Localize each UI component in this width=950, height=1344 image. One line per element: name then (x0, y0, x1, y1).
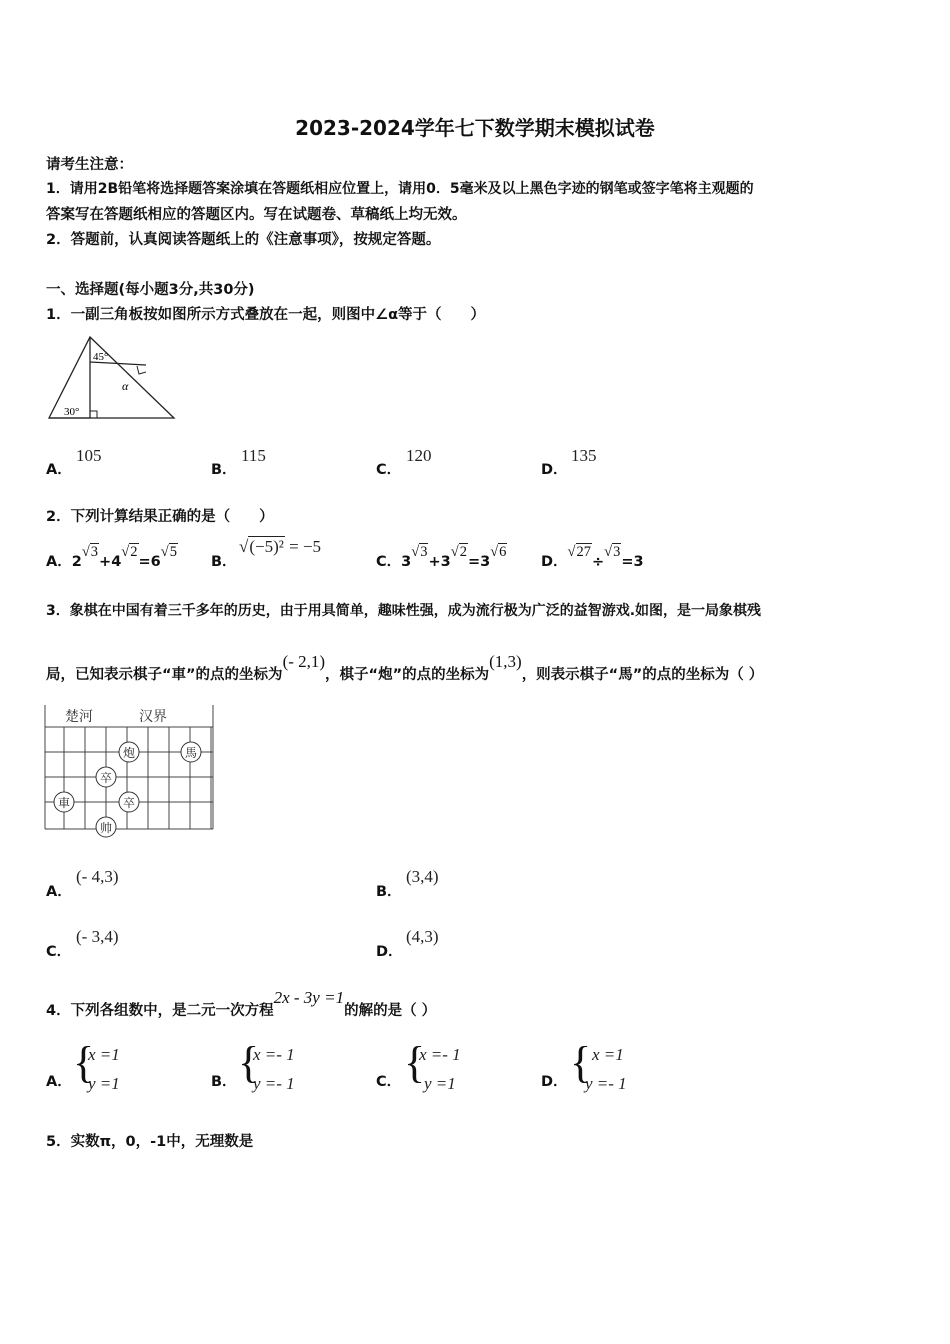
section-heading: 一、选择题(每小题3分,共30分) (46, 282, 255, 298)
q3-che-coord: (- 2,1) (282, 652, 326, 671)
notes-line-1a: 1．请用2B铅笔将选择题答案涂填在答题纸相应位置上，请用0．5毫米及以上黑色字迹的钢笔或签字笔将主观题的 (46, 181, 754, 197)
q4-option-b-x: x =- 1 (253, 1045, 295, 1064)
q1-option-a-value: 105 (76, 446, 102, 465)
q3-stem-line1: 3．象棋在中国有着三千多年的历史，由于用具简单，趣味性强，成为流行极为广泛的益智游戏.如图，是一局象棋残 (46, 603, 762, 619)
q1-stem: 1．一副三角板按如图所示方式叠放在一起，则图中∠α等于（ ） (46, 307, 486, 323)
q4-option-d-brace: { (570, 1038, 592, 1087)
angle-45-label: 45° (93, 351, 109, 363)
q2-d-rad2: 3 (613, 544, 621, 560)
q4-option-c-brace: { (404, 1038, 426, 1087)
q1-option-c-label: C． (376, 462, 402, 478)
q1-option-d-label: D． (541, 462, 568, 478)
notes-line-2: 2．答题前，认真阅读答题纸上的《注意事项》，按规定答题。 (46, 232, 441, 248)
q2-option-b-label: B． (211, 554, 237, 570)
q3-stem-part3: ，则表示棋子“馬”的点的坐标为（ ） (521, 667, 764, 683)
q2-option-c: C．3√3+3√2=3√6 (376, 544, 507, 570)
q2-a-op: +4 (99, 554, 122, 570)
q4-option-b-y: y =- 1 (253, 1074, 295, 1093)
q3-pao-coord: (1,3) (489, 652, 522, 671)
q2-b-rest: = −5 (284, 537, 322, 556)
board-river-right: 汉界 (139, 710, 167, 725)
q1-option-b-label: B． (211, 462, 237, 478)
q2-d-rad1: 27 (576, 544, 592, 560)
q2-b-radicand: (−5)² (249, 537, 284, 556)
piece-che: 車 (57, 796, 71, 810)
q3-option-c-label: C． (46, 944, 72, 960)
q2-option-d: D．√27÷√3=3 (541, 544, 644, 570)
q1-option-a-label: A． (46, 462, 72, 478)
piece-zu-2: 卒 (122, 796, 136, 810)
q3-option-d-value: (4,3) (406, 927, 439, 946)
page-title: 2023-2024学年七下数学期末模拟试卷 (295, 116, 655, 140)
q3-stem-part1: 局，已知表示棋子“車”的点的坐标为 (46, 667, 283, 683)
q2-option-a: A．2√3+4√2=6√5 (46, 544, 177, 570)
q4-option-a-x: x =1 (88, 1045, 120, 1064)
q2-a-rad1: 3 (90, 544, 99, 560)
q5-stem: 5．实数π，0，-1中，无理数是 (46, 1134, 254, 1150)
q4-option-a-label: A． (46, 1074, 72, 1090)
q4-option-c-x: x =- 1 (419, 1045, 461, 1064)
q4-option-d-label: D． (541, 1074, 568, 1090)
q2-c-rad1: 3 (420, 544, 428, 560)
q4-equation: 2x - 3y =1 (273, 988, 345, 1007)
q2-a-coef: 2 (71, 554, 82, 570)
q2-option-c-label: C． (376, 554, 402, 570)
q2-a-rad3: 5 (169, 544, 177, 560)
q2-option-d-label: D． (541, 554, 568, 570)
q2-d-eq: =3 (621, 554, 644, 570)
q4-stem (46, 988, 437, 1020)
piece-shuai: 帅 (99, 821, 113, 835)
q4-option-d-y: y =- 1 (585, 1074, 627, 1093)
q2-c-rad2: 2 (459, 544, 467, 560)
q2-stem: 2．下列计算结果正确的是（ ） (46, 509, 274, 525)
notes-heading: 请考生注意： (46, 157, 133, 173)
angle-30-label: 30° (64, 406, 80, 418)
q3-option-d-label: D． (376, 944, 403, 960)
angle-alpha-label: α (122, 379, 129, 393)
q4-option-a-brace: { (73, 1038, 95, 1087)
piece-pao: 炮 (122, 746, 136, 760)
q1-option-c-value: 120 (406, 446, 432, 465)
q4-option-b-brace: { (238, 1038, 260, 1087)
q1-option-d-value: 135 (571, 446, 597, 465)
q4-stem-part2: 的解的是（ ） (344, 1003, 437, 1019)
q3-chess-board (43, 703, 215, 839)
q4-stem-part1: 4．下列各组数中，是二元一次方程 (46, 1003, 274, 1019)
q4-option-a-y: y =1 (88, 1074, 120, 1093)
q3-option-b-value: (3,4) (406, 867, 439, 886)
q2-c-coef: 3 (401, 554, 412, 570)
q2-a-eq: =6 (138, 554, 161, 570)
q4-option-d-x: x =1 (592, 1045, 624, 1064)
q2-option-a-label: A． (46, 554, 72, 570)
q3-stem-line2 (46, 652, 764, 684)
piece-ma: 馬 (184, 746, 198, 760)
q2-a-rad2: 2 (130, 544, 138, 560)
q3-option-b-label: B． (376, 884, 402, 900)
piece-zu-1: 卒 (99, 771, 113, 785)
q2-d-op: ÷ (592, 554, 605, 570)
q1-triangle-figure (46, 332, 181, 424)
q3-option-a-label: A． (46, 884, 72, 900)
q4-option-c-label: C． (376, 1074, 402, 1090)
q2-c-rad3: 6 (499, 544, 507, 560)
q3-stem-part2: ，棋子“炮”的点的坐标为 (325, 667, 490, 683)
q2-option-b-expr: √(−5)² = −5 (239, 537, 322, 556)
q3-option-a-value: (- 4,3) (76, 867, 119, 886)
notes-line-1b: 答案写在答题纸相应的答题区内。写在试题卷、草稿纸上均无效。 (46, 207, 467, 223)
q1-option-b-value: 115 (241, 446, 266, 465)
board-river-left: 楚河 (65, 710, 93, 725)
q2-c-op: +3 (428, 554, 451, 570)
q2-c-eq: =3 (467, 554, 491, 570)
q4-option-b-label: B． (211, 1074, 237, 1090)
q3-option-c-value: (- 3,4) (76, 927, 119, 946)
q4-option-c-y: y =1 (424, 1074, 456, 1093)
